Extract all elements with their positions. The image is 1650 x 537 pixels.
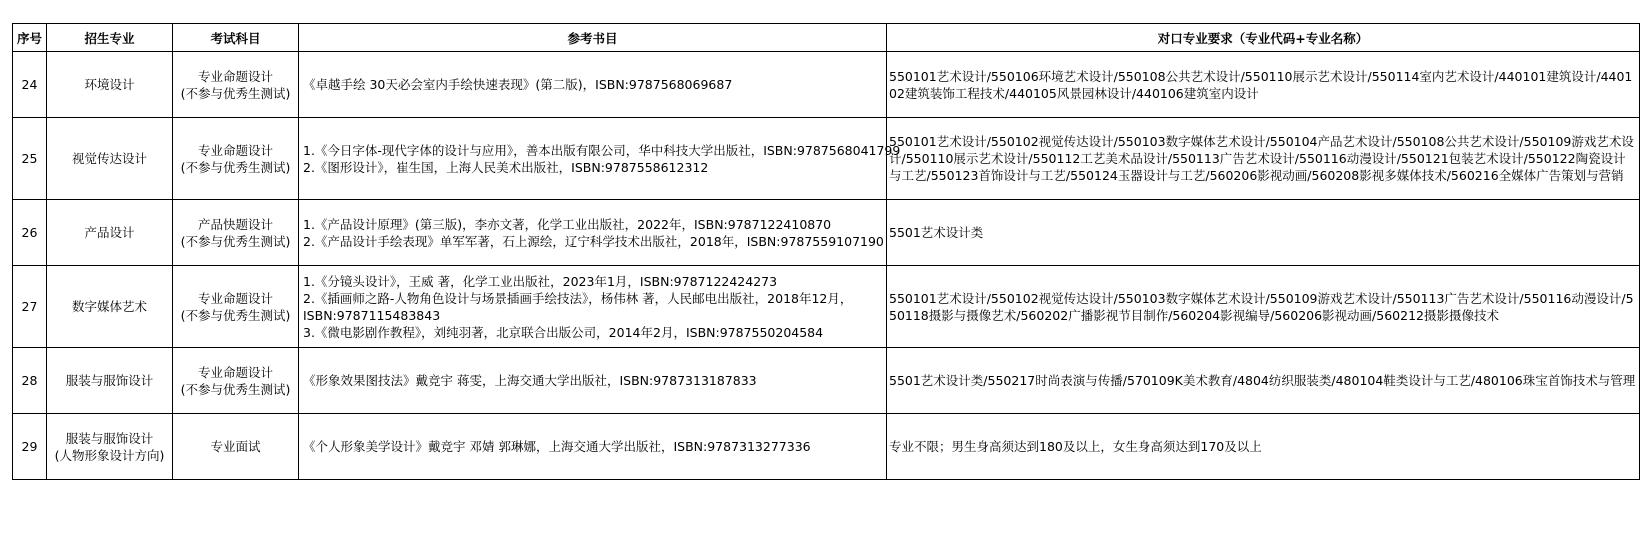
requirement-cell — [887, 266, 1640, 348]
books-cell — [299, 200, 887, 266]
major-cell — [47, 348, 173, 414]
subject-line: 专业命题设计 — [197, 142, 273, 158]
requirement-text: 5501艺术设计类 — [889, 225, 984, 240]
table-row — [13, 118, 1640, 200]
books-cell — [299, 118, 901, 200]
subject-cell — [173, 414, 299, 480]
header-books: 参考书目 — [299, 24, 887, 52]
books-cell — [299, 266, 887, 348]
major-line: 产品设计 — [84, 225, 135, 240]
header-requirement: 对口专业要求（专业代码+专业名称） — [887, 24, 1640, 52]
header-major: 招生专业 — [47, 24, 173, 52]
table-row — [13, 414, 1640, 480]
book-line: 3.《微电影剧作教程》，刘纯羽著，北京联合出版公司，2014年2月，ISBN:9787550204584 — [303, 324, 824, 340]
row-number: 25 — [13, 118, 47, 200]
book-line: 《形象效果图技法》戴竞宇 蒋雯，上海交通大学出版社，ISBN:9787313187833 — [303, 373, 757, 388]
subject-cell — [173, 266, 299, 348]
admissions-table — [12, 23, 1640, 480]
requirement-cell — [887, 200, 1640, 266]
header-subject: 考试科目 — [173, 24, 299, 52]
book-line: 2.《插画师之路-人物角色设计与场景插画手绘技法》，杨伟林 著，人民邮电出版社，2018年12月， — [303, 290, 853, 306]
row-number: 26 — [13, 200, 47, 266]
requirement-cell — [887, 118, 1640, 200]
major-cell — [47, 118, 173, 200]
subject-cell — [173, 52, 299, 118]
subject-line: 专业面试 — [210, 439, 261, 454]
table-row — [13, 266, 1640, 348]
requirement-text: 550101艺术设计/550106环境艺术设计/550108公共艺术设计/550110展示艺术设计/550114室内艺术设计/440101建筑设计/440102建筑装饰工程技术/440105风景园林设计/440106建筑室内设计 — [889, 68, 1633, 101]
book-line: 1.《产品设计原理》(第三版)，李亦文著，化学工业出版社，2022年，ISBN:9787122410870 — [303, 216, 832, 232]
requirement-cell — [887, 52, 1640, 118]
major-cell — [47, 52, 173, 118]
subject-line: (不参与优秀生测试) — [180, 233, 291, 249]
row-number: 29 — [13, 414, 47, 480]
major-line: 服装与服饰设计 — [65, 373, 154, 388]
row-number: 27 — [13, 266, 47, 348]
books-cell — [299, 52, 887, 118]
subject-line: 专业命题设计 — [197, 68, 273, 84]
subject-line: (不参与优秀生测试) — [180, 85, 291, 101]
subject-line: 专业命题设计 — [197, 290, 273, 306]
subject-cell — [173, 348, 299, 414]
major-cell — [47, 414, 173, 480]
subject-line: 专业命题设计 — [197, 364, 273, 380]
major-line: 数字媒体艺术 — [71, 299, 147, 314]
row-number: 24 — [13, 52, 47, 118]
book-line: 2.《图形设计》，崔生国，上海人民美术出版社，ISBN:9787558612312 — [303, 159, 709, 175]
header-row — [13, 24, 1640, 52]
requirement-text: 550101艺术设计/550102视觉传达设计/550103数字媒体艺术设计/550104产品艺术设计/550108公共艺术设计/550109游戏艺术设计/550110展示艺术设计/550112工艺美术品设计/550113广告艺术设计/550116动漫设计/550121包装艺术设计/550122陶瓷设计与工艺/550123首饰设计与工艺/550124玉器设计与工艺/560206影视动画/560208影视多媒体技术/560216全媒体广告策划与营销 — [889, 134, 1634, 183]
requirement-cell — [887, 348, 1640, 414]
table-row — [13, 200, 1640, 266]
table-row — [13, 52, 1640, 118]
subject-line: (不参与优秀生测试) — [180, 307, 291, 323]
requirement-text: 5501艺术设计类/550217时尚表演与传播/570109K美术教育/4804纺织服装类/480104鞋类设计与工艺/480106珠宝首饰技术与管理 — [889, 373, 1636, 388]
major-cell — [47, 200, 173, 266]
book-line: 1.《分镜头设计》，王威 著，化学工业出版社，2023年1月，ISBN:9787122424273 — [303, 273, 778, 289]
book-line: 《个人形象美学设计》戴竞宇 邓婧 郭琳娜，上海交通大学出版社，ISBN:9787313277336 — [303, 439, 811, 454]
subject-line: 产品快题设计 — [197, 216, 273, 232]
subject-line: (不参与优秀生测试) — [180, 159, 291, 175]
book-line: ISBN:9787115483843 — [303, 307, 441, 323]
row-number: 28 — [13, 348, 47, 414]
table-body — [13, 52, 1640, 480]
subject-cell — [173, 118, 299, 200]
major-line: 环境设计 — [84, 77, 135, 92]
book-line: 2.《产品设计手绘表现》单军军著，石上源绘，辽宁科学技术出版社，2018年，ISBN:9787559107190 — [303, 233, 884, 249]
book-line: 《卓越手绘 30天必会室内手绘快速表现》(第二版)，ISBN:9787568069687 — [303, 77, 733, 92]
major-line: (人物形象设计方向) — [54, 447, 165, 463]
book-line: 1.《今日字体-现代字体的设计与应用》，善本出版有限公司，华中科技大学出版社，ISBN:9787568041799 — [303, 142, 901, 158]
subject-cell — [173, 200, 299, 266]
requirement-text: 专业不限；男生身高须达到180及以上，女生身高须达到170及以上 — [889, 439, 1262, 454]
books-cell — [299, 348, 887, 414]
major-line: 视觉传达设计 — [71, 151, 147, 166]
major-cell — [47, 266, 173, 348]
requirement-cell — [887, 414, 1640, 480]
major-line: 服装与服饰设计 — [65, 430, 154, 446]
header-num: 序号 — [13, 24, 47, 52]
requirement-text: 550101艺术设计/550102视觉传达设计/550103数字媒体艺术设计/550109游戏艺术设计/550113广告艺术设计/550116动漫设计/550118摄影与摄像艺术/560202广播影视节目制作/560204影视编导/560206影视动画/560212摄影摄像技术 — [889, 290, 1634, 323]
table-row — [13, 348, 1640, 414]
subject-line: (不参与优秀生测试) — [180, 381, 291, 397]
books-cell — [299, 414, 887, 480]
